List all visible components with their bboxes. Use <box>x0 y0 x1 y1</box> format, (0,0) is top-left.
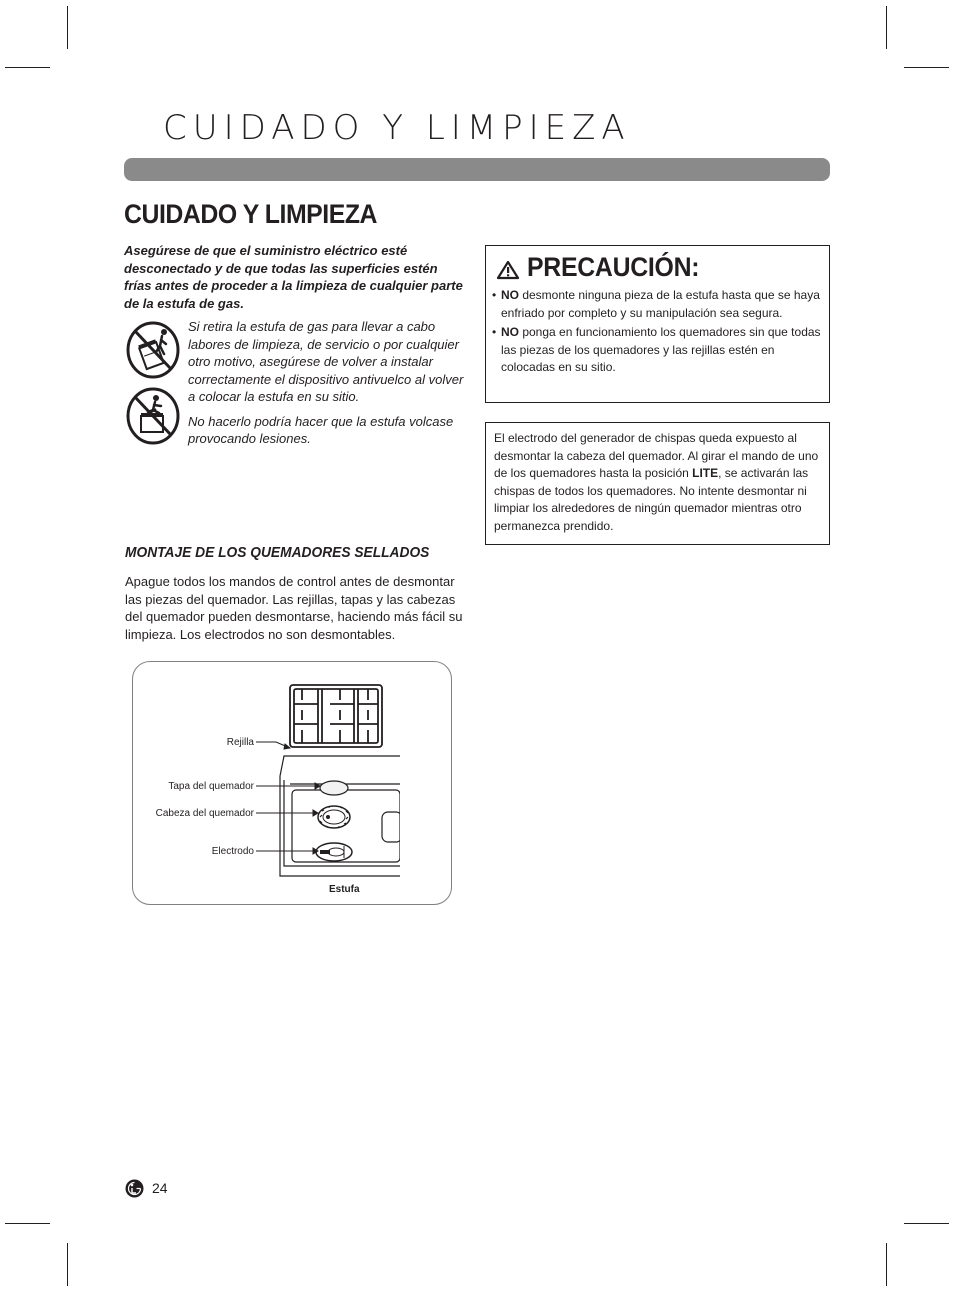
note-strong: LITE <box>692 466 719 480</box>
diagram-leader-lines <box>250 730 330 860</box>
section-title: CUIDADO Y LIMPIEZA <box>124 199 378 229</box>
page-number: 24 <box>152 1180 168 1196</box>
antitip-warning <box>188 318 468 455</box>
lg-logo-icon <box>125 1179 144 1198</box>
caution-strong: NO <box>501 325 519 339</box>
caution-item <box>492 287 822 322</box>
label-grate: Rejilla <box>226 737 254 748</box>
label-electrode: Electrodo <box>211 846 254 857</box>
header-bar <box>124 158 830 181</box>
intro-text: Asegúrese de que el suministro eléctrico esté desconectado y de que todas las superficies estén frías antes de proceder a la limpieza de cualquier parte de la estufa de gas. <box>124 243 463 311</box>
burners-subtitle: MONTAJE DE LOS QUEMADORES SELLADOS <box>125 545 430 561</box>
crop-mark <box>886 6 887 49</box>
warning-triangle-icon <box>496 260 520 280</box>
caution-title: PRECAUCIÓN: <box>527 252 700 282</box>
caution-item <box>492 324 822 377</box>
note-before: El electrodo del generador de chispas queda expuesto al desmontar la cabeza del quemador. Al girar el mando de uno de los quemadores hasta la posición <box>494 431 819 480</box>
burners-text: Apague todos los mandos de control antes de desmontar las piezas del quemador. Las rejillas, tapas y las cabezas del quemador pueden desmontarse, haciendo más fácil su limpieza. Los electrodos no son desmontables. <box>125 574 463 642</box>
antitip-paragraph: Si retira la estufa de gas para llevar a cabo labores de limpieza, de servicio o por cualquier otro motivo, asegúrese de volver a instalar correctamente el dispositivo antivuelco al volver a colocar la estufa en su sitio. <box>188 319 464 404</box>
page-header: CUIDADO Y LIMPIEZA <box>163 108 631 148</box>
crop-mark <box>67 6 68 49</box>
note-text <box>494 430 824 535</box>
antitip-consequence: No hacerlo podría hacer que la estufa volcase provocando lesiones. <box>188 413 454 446</box>
crop-mark <box>904 67 949 68</box>
crop-mark <box>5 1223 50 1224</box>
label-burner-cap: Tapa del quemador <box>168 781 254 792</box>
bullet: • <box>492 288 497 302</box>
no-climb-icon <box>126 386 182 446</box>
crop-mark <box>904 1223 949 1224</box>
bullet: • <box>492 325 497 339</box>
note-after: , se activarán las chispas de todos los quemadores. No intente desmontar ni limpiar los alrededores de ningún quemador mientras otro permanezca prendido. <box>494 466 809 533</box>
caution-list <box>492 287 822 379</box>
no-tip-over-icon <box>126 320 182 380</box>
crop-mark <box>886 1243 887 1286</box>
caution-text: ponga en funcionamiento los quemadores sin que todas las piezas de los quemadores y las rejillas estén en colocadas en su sitio. <box>501 325 821 374</box>
label-burner-head: Cabeza del quemador <box>155 808 254 819</box>
crop-mark <box>5 67 50 68</box>
crop-mark <box>67 1243 68 1286</box>
caution-strong: NO <box>501 288 519 302</box>
diagram-caption: Estufa <box>329 884 360 895</box>
caution-text: desmonte ninguna pieza de la estufa hasta que se haya enfriado por completo y su manipulación sea segura. <box>501 288 820 320</box>
